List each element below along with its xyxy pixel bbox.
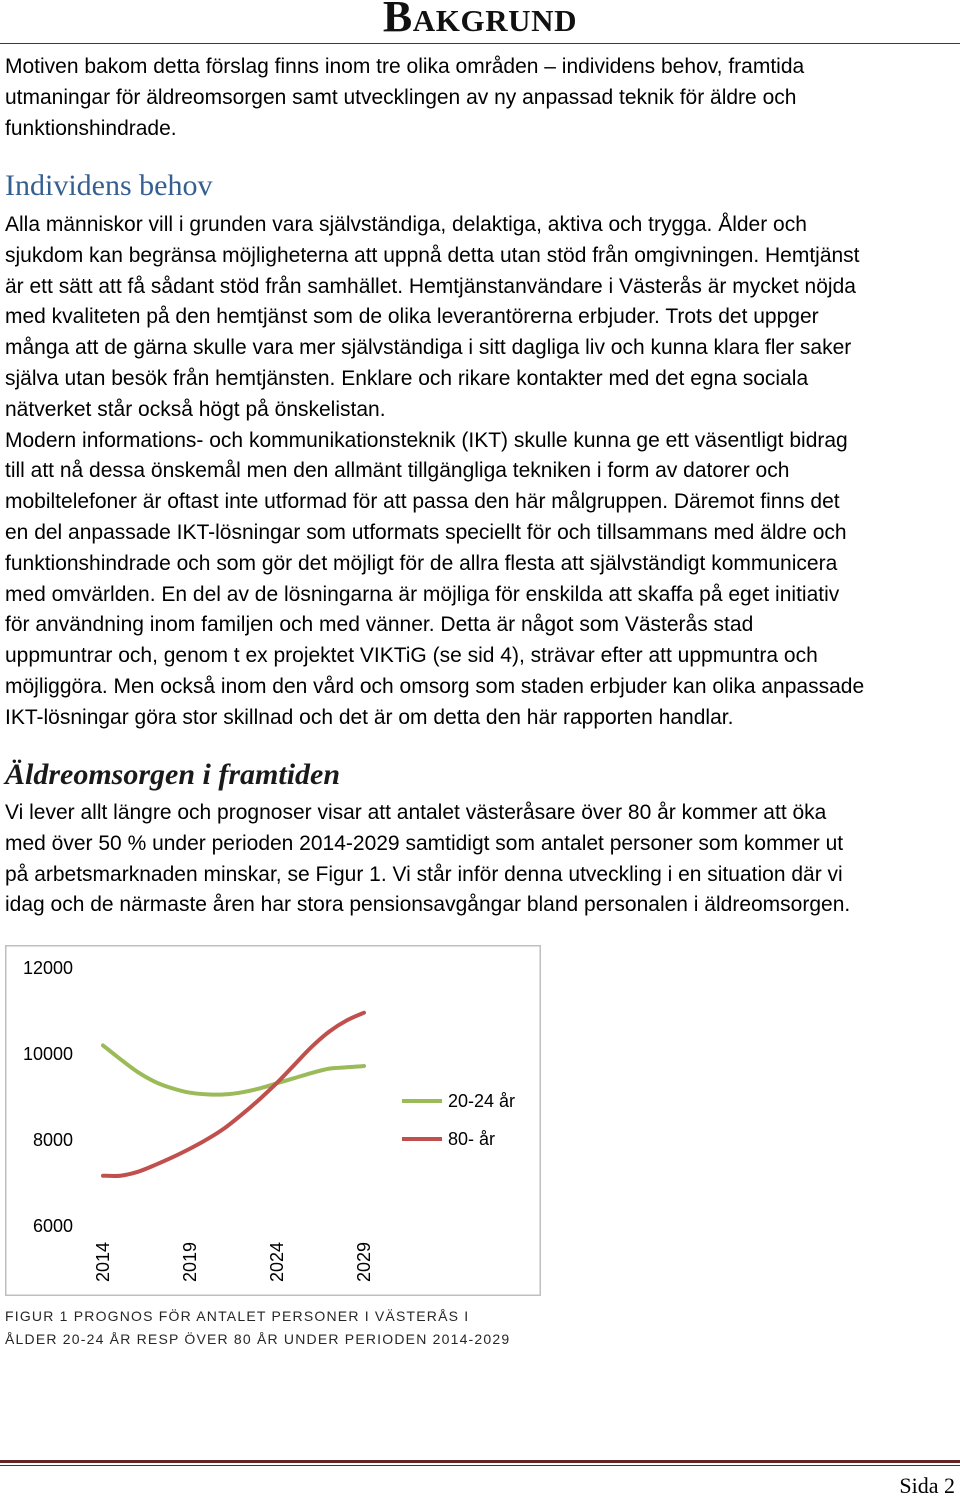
page-number: Sida 2 [899, 1473, 955, 1498]
intro-paragraph [5, 52, 955, 144]
footer-rule-thin [0, 1465, 960, 1466]
body-text-line: möjliggöra. Men också inom den vård och omsorg som staden erbjuder kan olika anpassade [5, 674, 865, 698]
body-text-line: Vi lever allt längre och prognoser visar att antalet västeråsare över 80 år kommer att öka [5, 801, 827, 824]
section-heading-aldreomsorgen: Äldreomsorgen i framtiden [5, 758, 341, 791]
x-tick-label: 2014 [93, 1241, 113, 1282]
body-text-line: själva utan besök från hemtjänsten. Enklare och rikare kontakter med det egna sociala [5, 366, 809, 390]
intro-line: utmaningar för äldreomsorgen samt utvecklingen av ny anpassad teknik för äldre och [5, 85, 797, 109]
paragraph-hemtjanst [5, 210, 955, 426]
section-heading-individens-behov: Individens behov [5, 169, 213, 202]
x-tick-label: 2024 [267, 1241, 287, 1282]
body-text-line: med kvaliteten på den hemtjänst som de olika leverantörerna erbjuder. Trots det uppger [5, 305, 819, 329]
body-text-line: en del anpassade IKT-lösningar som utformats speciellt för och tillsammans med äldre och [5, 520, 847, 544]
paragraph-ikt [5, 426, 955, 734]
x-tick-label: 2019 [180, 1241, 200, 1282]
body-text-line: Alla människor vill i grunden vara självständiga, delaktiga, aktiva och trygga. Ålder och [5, 213, 807, 236]
body-text-line: sjukdom kan begränsa möjligheterna att uppnå detta utan stöd från omgivningen. Hemtjänst [5, 243, 860, 267]
body-text-line: för användning inom familjen och med vänner. Detta är något som Västerås stad [5, 613, 754, 637]
body-text-line: med omvärlden. En del av de lösningarna är möjliga för enskilda att skaffa på eget initiativ [5, 582, 840, 606]
body-text-line: Modern informations- och kommunikationsteknik (IKT) skulle kunna ge ett väsentligt bidrag [5, 428, 848, 452]
body-text-line: idag och de närmaste åren har stora pensionsavgångar bland personalen i äldreomsorgen. [5, 893, 851, 917]
body-text-line: många att de gärna skulle vara mer självständiga i sitt dagliga liv och kunna klara fler saker [5, 336, 852, 360]
body-text-line: är ett sätt att få sådant stöd från samhället. Hemtjänstanvändare i Västerås är mycket nöjda [5, 274, 856, 298]
legend-label-20-24-ar: 20-24 år [448, 1091, 516, 1111]
body-text-line: till att nå dessa önskemål men den allmänt tillgängliga tekniken i form av datorer och [5, 459, 790, 483]
intro-line: Motiven bakom detta förslag finns inom tre olika områden – individens behov, framtida [5, 55, 805, 78]
body-text-line: funktionshindrade och som gör det möjligt för de allra flesta att självständigt kommunicera [5, 551, 838, 575]
footer-rule-thick [0, 1460, 960, 1463]
section-body-aldreomsorgen [5, 798, 955, 921]
y-tick-label: 6000 [32, 1216, 73, 1236]
body-text-line: IKT-lösningar göra stor skillnad och det är om detta den här rapporten handlar. [5, 705, 734, 729]
y-tick-label: 8000 [32, 1130, 73, 1150]
title-underline-rule [0, 43, 960, 44]
body-text-line: med över 50 % under perioden 2014-2029 samtidigt som antalet personer som kommer ut [5, 831, 844, 855]
page-title: BAKGRUND [382, 0, 578, 41]
intro-line: funktionshindrade. [5, 116, 177, 140]
figure-caption-line: FIGUR 1 PROGNOS FÖR ANTALET PERSONER I VÄSTERÅS I [5, 1308, 470, 1324]
figure-caption [5, 1305, 955, 1351]
body-text-line: nätverket står också högt på önskelistan. [5, 397, 386, 421]
figure-caption-line: ÅLDER 20-24 ÅR RESP ÖVER 80 ÅR UNDER PERIODEN 2014-2029 [5, 1331, 511, 1347]
y-tick-label: 12000 [22, 958, 73, 978]
y-tick-label: 10000 [22, 1044, 73, 1064]
figure-1-line-chart [5, 945, 541, 1297]
body-text-line: mobiltelefoner är oftast inte utformad för att passa den här målgruppen. Däremot finns det [5, 490, 840, 514]
body-text-line: uppmuntrar och, genom t ex projektet VIKTiG (se sid 4), strävar efter att uppmuntra och [5, 644, 818, 668]
body-text-line: på arbetsmarknaden minskar, se Figur 1. Vi står inför denna utveckling i en situation där vi [5, 862, 843, 886]
legend-label-80-plus: 80- år [448, 1129, 496, 1149]
section-body-individens-behov [5, 210, 955, 734]
x-tick-label: 2029 [354, 1241, 374, 1282]
